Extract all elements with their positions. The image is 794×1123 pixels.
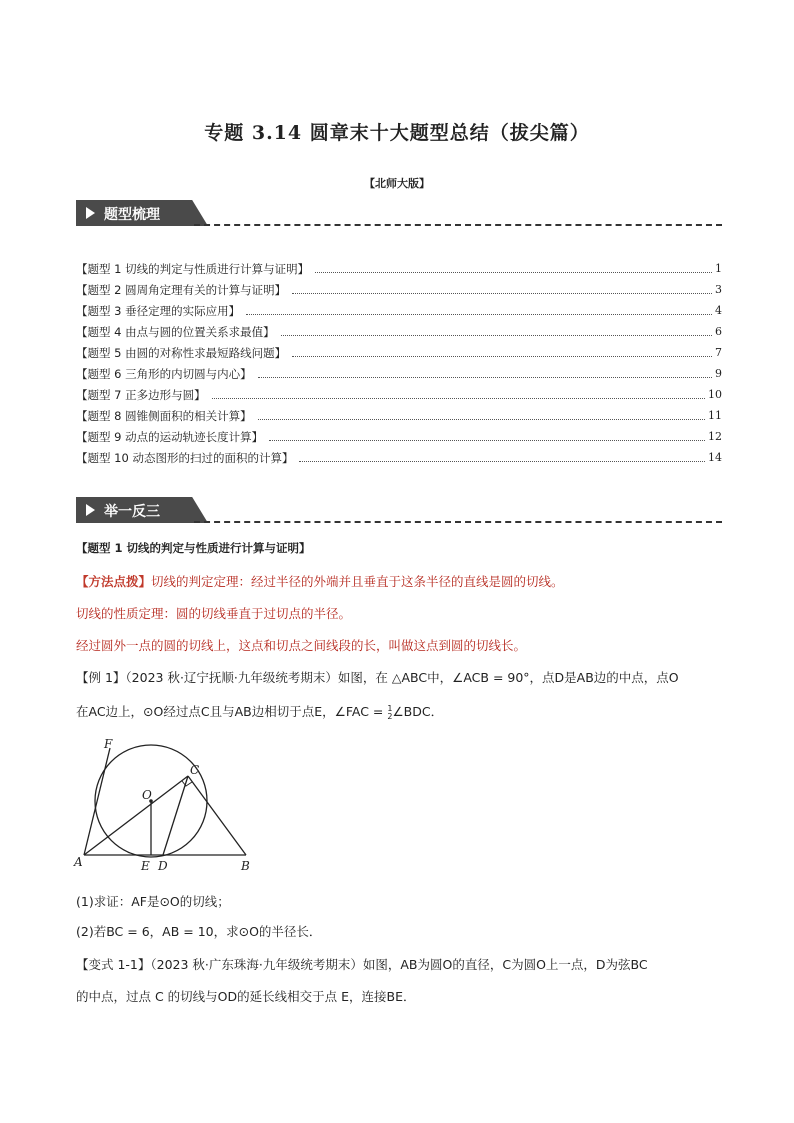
toc-item[interactable]: 【题型 2 圆周角定理有关的计算与证明】 3 (76, 282, 722, 297)
method-line-1: 【方法点拨】切线的判定定理：经过半径的外端并且垂直于这条半径的直线是圆的切线。 (76, 574, 564, 589)
segment-cd (163, 776, 188, 855)
fraction: 1 2 (387, 703, 393, 721)
label-d: D (158, 859, 168, 873)
table-of-contents (76, 258, 722, 468)
toc-item[interactable]: 【题型 6 三角形的内切圆与内心】 9 (76, 366, 722, 381)
variant-text-1: 【变式 1-1】（2023 秋·广东珠海·九年级统考期末）如图，AB为圆O的直径，C为圆O上一点，D为弦BC (76, 957, 648, 972)
play-arrow-icon (86, 504, 95, 516)
segment-cb (188, 776, 246, 855)
toc-item[interactable]: 【题型 10 动态图形的扫过的面积的计算】 14 (76, 450, 722, 465)
label-f: F (104, 738, 113, 751)
label-c: C (190, 763, 200, 777)
variant-text-2: 的中点，过点 C 的切线与OD的延长线相交于点 E，连接BE． (76, 989, 416, 1004)
toc-item[interactable]: 【题型 1 切线的判定与性质进行计算与证明】 1 (76, 261, 722, 276)
example-text-1: 【例 1】（2023 秋·辽宁抚顺·九年级统考期末）如图，在 △ABC中，∠ACB = 90°，点D是AB边的中点，点O (76, 670, 679, 685)
edition-label: 【北师大版】 (364, 177, 430, 190)
right-angle-mark (182, 781, 192, 786)
toc-item[interactable]: 【题型 5 由圆的对称性求最短路线问题】 7 (76, 345, 722, 360)
toc-item[interactable]: 【题型 4 由点与圆的位置关系求最值】 6 (76, 324, 722, 339)
toc-item[interactable]: 【题型 8 圆锥侧面积的相关计算】 11 (76, 408, 722, 423)
section-banner-examples (76, 497, 722, 525)
section-banner-types (76, 200, 722, 228)
geometry-figure (72, 738, 262, 878)
banner-dashed-line (194, 521, 722, 523)
example-text-2: 在AC边上，⊙O经过点C且与AB边相切于点E，∠FAC = 1 2∠BDC． (76, 703, 444, 721)
method-line-3: 经过圆外一点的圆的切线上，这点和切点之间线段的长，叫做这点到圆的切线长。 (76, 638, 527, 653)
label-e: E (141, 859, 150, 873)
label-o: O (142, 788, 152, 802)
label-b: B (241, 859, 250, 873)
toc-item[interactable]: 【题型 7 正多边形与圆】 10 (76, 387, 722, 402)
method-line-2: 切线的性质定理：圆的切线垂直于过切点的半径。 (76, 606, 352, 621)
page-title: 专题 3.14 圆章末十大题型总结（拔尖篇） (204, 122, 590, 144)
segment-ac (84, 776, 188, 855)
banner-label: 举一反三 (104, 504, 160, 520)
banner-dashed-line (194, 224, 722, 226)
question-1: (1)求证：AF是⊙O的切线； (76, 894, 230, 909)
section-heading: 【题型 1 切线的判定与性质进行计算与证明】 (76, 541, 311, 555)
label-a: A (74, 855, 83, 869)
toc-item[interactable]: 【题型 9 动点的运动轨迹长度计算】 12 (76, 429, 722, 444)
banner-label: 题型梳理 (104, 207, 160, 223)
play-arrow-icon (86, 207, 95, 219)
toc-item[interactable]: 【题型 3 垂径定理的实际应用】 4 (76, 303, 722, 318)
method-tag: 【方法点拨】 (76, 574, 152, 589)
question-2: (2)若BC = 6，AB = 10，求⊙O的半径长． (76, 924, 322, 939)
